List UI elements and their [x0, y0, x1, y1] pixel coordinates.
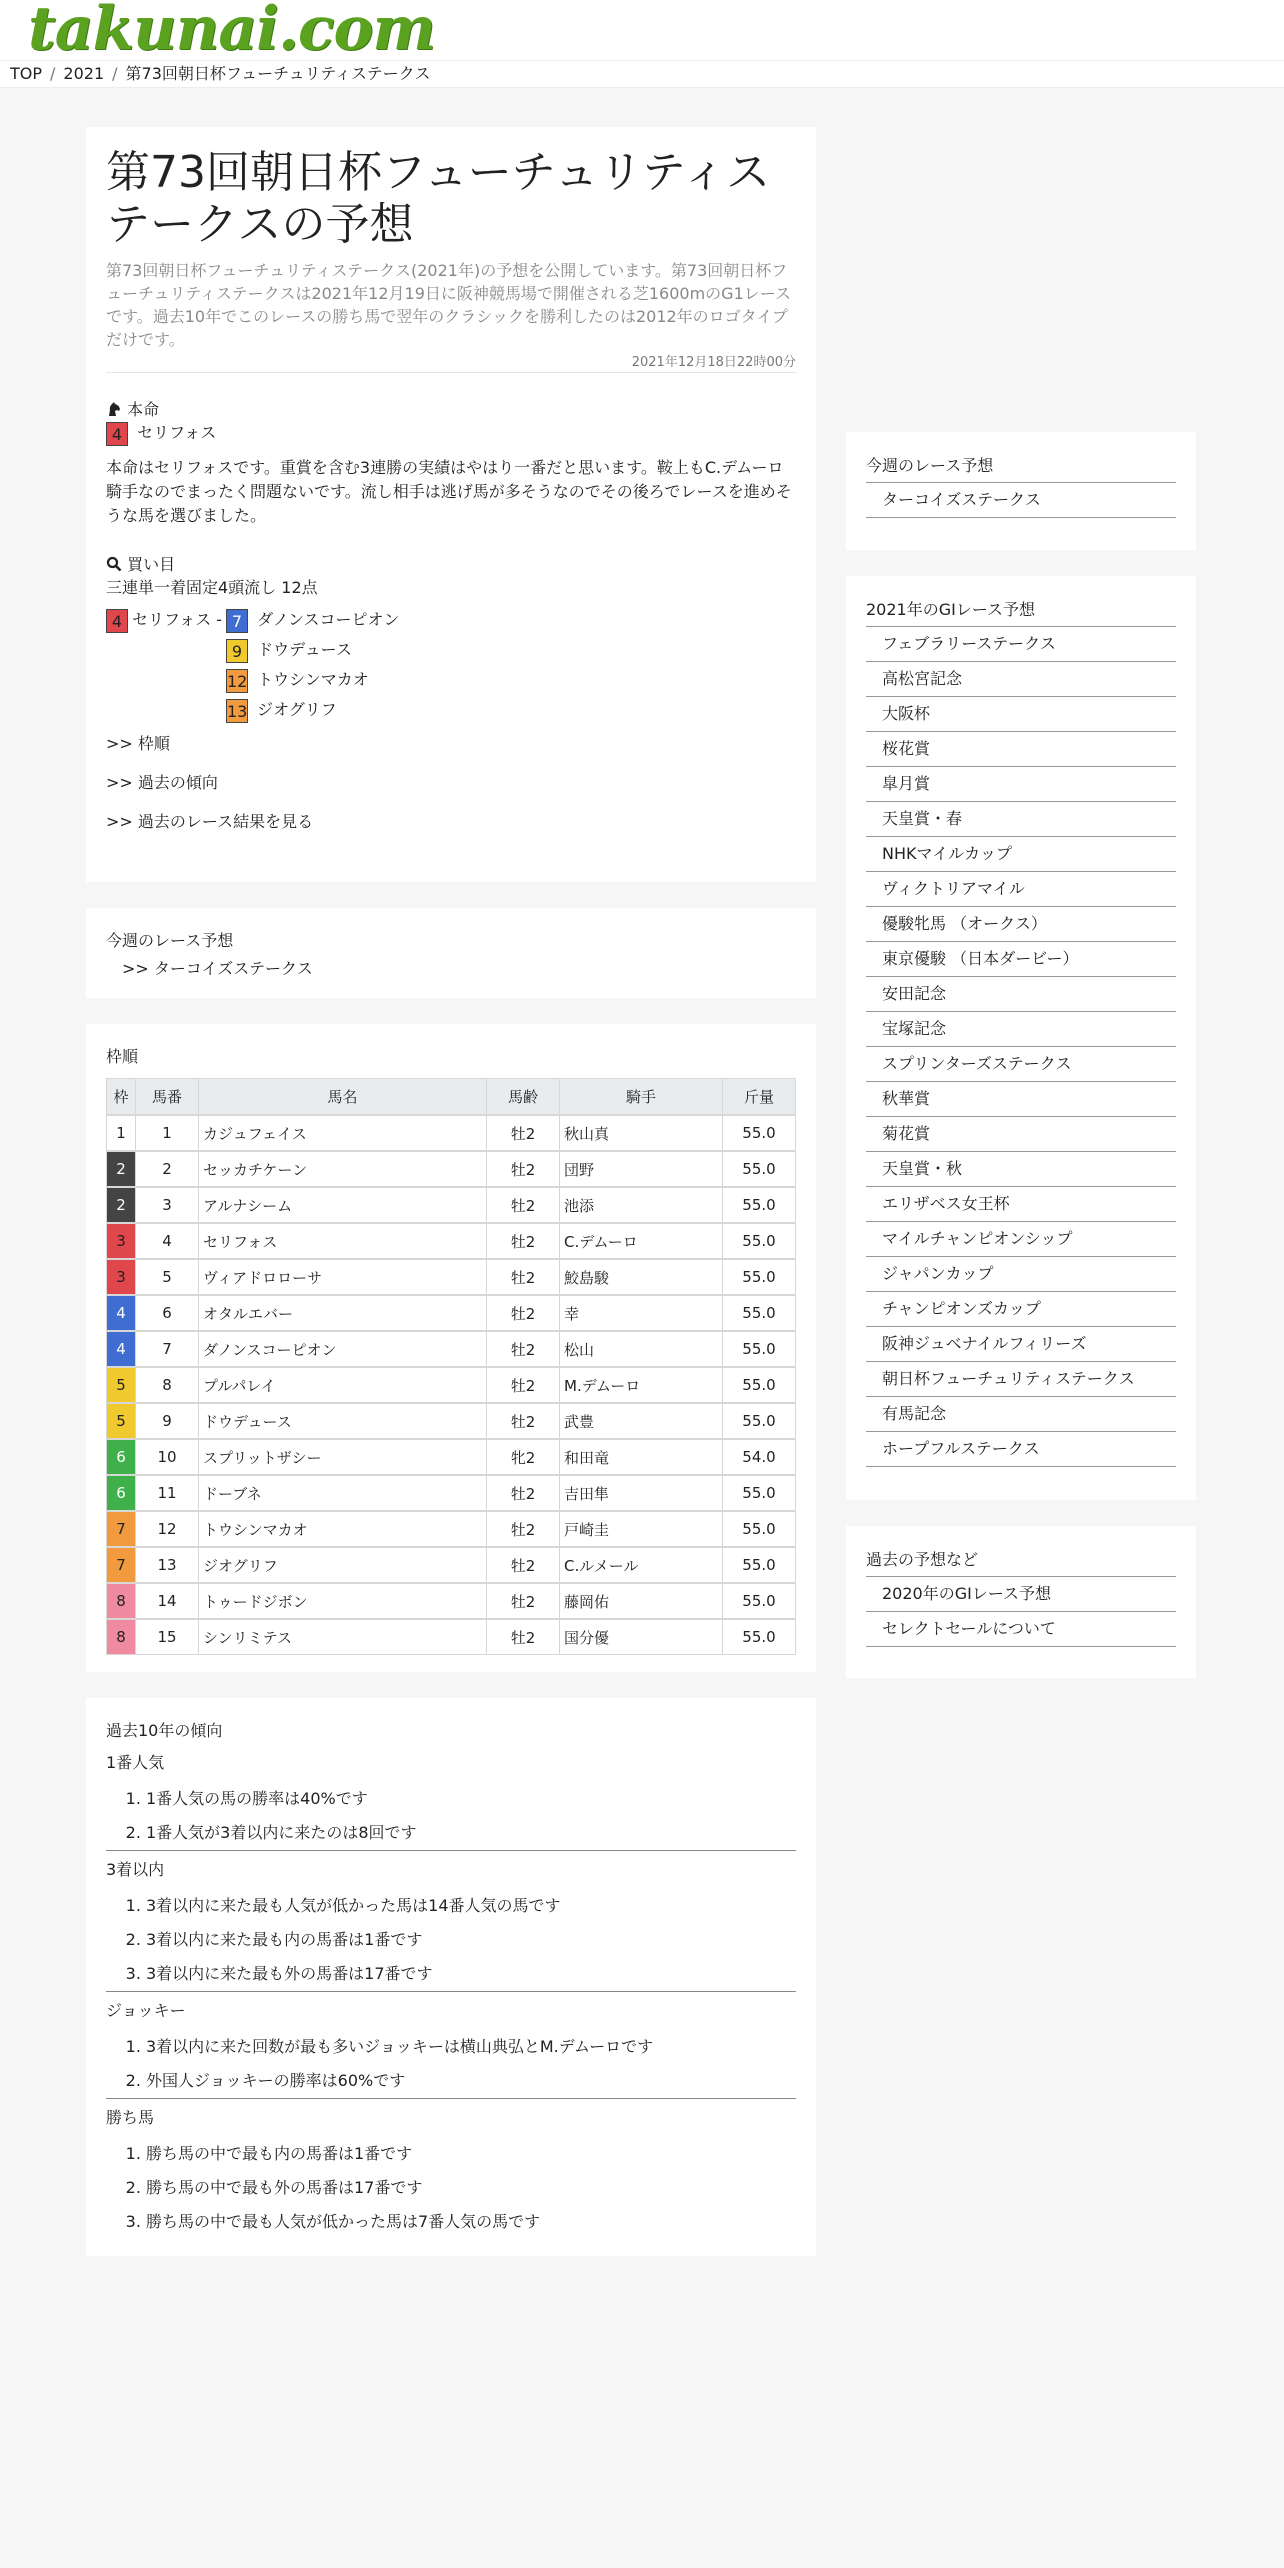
- table-row: [107, 1331, 796, 1367]
- entry-age: 牡2: [487, 1151, 560, 1187]
- sidebar-past-heading: 過去の予想など: [866, 1544, 1176, 1577]
- entry-jockey: 池添: [560, 1187, 723, 1223]
- table-row: [107, 1547, 796, 1583]
- entry-jockey: 松山: [560, 1331, 723, 1367]
- honmei-horse-name: セリフォス: [137, 423, 217, 442]
- entry-waku: 2: [107, 1187, 136, 1223]
- table-row: [107, 1223, 796, 1259]
- publish-date: 2021年12月18日22時00分: [106, 351, 796, 373]
- kaime-item-name: ダノンスコーピオン: [257, 610, 400, 629]
- kaime-item-name: ジオグリフ: [257, 700, 337, 719]
- entry-age: 牡2: [487, 1295, 560, 1331]
- entry-jockey: 武豊: [560, 1403, 723, 1439]
- entry-age: 牡2: [487, 1583, 560, 1619]
- entry-jockey: 秋山真: [560, 1115, 723, 1151]
- sidebar-g1-item[interactable]: 阪神ジュベナイルフィリーズ: [866, 1327, 1176, 1362]
- kaime-item-waku: 13: [226, 699, 248, 723]
- table-row: [107, 1115, 796, 1151]
- entry-weight: 55.0: [723, 1475, 796, 1511]
- trend-section-title: 1番人気: [106, 1753, 165, 1772]
- entry-age: 牡2: [487, 1367, 560, 1403]
- table-header-row: [107, 1079, 796, 1116]
- trend-section-title: 勝ち馬: [106, 2108, 155, 2127]
- sidebar-weekly-heading: 今週のレース予想: [866, 450, 1176, 483]
- sidebar-weekly-item[interactable]: ターコイズステークス: [866, 483, 1176, 518]
- kaime-others: [226, 605, 400, 725]
- entry-age: 牡2: [487, 1259, 560, 1295]
- link-entries[interactable]: >> 枠順: [106, 734, 170, 753]
- entry-age: 牡2: [487, 1331, 560, 1367]
- entry-age: 牝2: [487, 1439, 560, 1475]
- sidebar-g1-item[interactable]: 東京優駿 （日本ダービー）: [866, 942, 1176, 977]
- entry-horse-name: ドーブネ: [199, 1475, 487, 1511]
- kaime-description: 三連単一着固定4頭流し 12点: [106, 578, 318, 597]
- entry-weight: 55.0: [723, 1223, 796, 1259]
- entry-jockey: 幸: [560, 1295, 723, 1331]
- kaime-item-waku: 7: [226, 609, 248, 633]
- entry-waku: 3: [107, 1223, 136, 1259]
- entry-number: 9: [136, 1403, 199, 1439]
- list-item: 1. 3着以内に来た回数が最も多いジョッキーは横山典弘とM.デムーロです: [146, 2030, 796, 2064]
- sidebar-g1-list: [866, 627, 1176, 1467]
- search-icon: [106, 556, 122, 572]
- entry-horse-name: プルパレイ: [199, 1367, 487, 1403]
- entry-age: 牡2: [487, 1547, 560, 1583]
- entry-weight: 55.0: [723, 1259, 796, 1295]
- entry-waku: 7: [107, 1511, 136, 1547]
- entry-number: 12: [136, 1511, 199, 1547]
- trends-heading: 過去10年の傾向: [106, 1721, 223, 1740]
- col-name: 馬名: [199, 1079, 487, 1116]
- list-item: 3. 3着以内に来た最も外の馬番は17番です: [146, 1957, 796, 1991]
- entry-horse-name: ヴィアドロローサ: [199, 1259, 487, 1295]
- list-item: 2. 1番人気が3着以内に来たのは8回です: [146, 1816, 796, 1850]
- sidebar-g1-item[interactable]: ジャパンカップ: [866, 1257, 1176, 1292]
- entry-waku: 7: [107, 1547, 136, 1583]
- entries-heading: 枠順: [106, 1047, 139, 1066]
- entry-horse-name: カジュフェイス: [199, 1115, 487, 1151]
- table-row: [107, 1295, 796, 1331]
- breadcrumb: [0, 61, 1284, 88]
- entry-weight: 54.0: [723, 1439, 796, 1475]
- weekly-link-turquoise[interactable]: >> ターコイズステークス: [122, 959, 313, 978]
- entry-waku: 4: [107, 1331, 136, 1367]
- sidebar-g1-item[interactable]: 天皇賞・秋: [866, 1152, 1176, 1187]
- link-trends[interactable]: >> 過去の傾向: [106, 773, 218, 792]
- entry-waku: 6: [107, 1475, 136, 1511]
- kaime-item: [226, 605, 400, 635]
- weekly-heading: 今週のレース予想: [106, 931, 234, 950]
- col-waku: 枠: [107, 1079, 136, 1116]
- entry-weight: 55.0: [723, 1187, 796, 1223]
- entry-horse-name: アルナシーム: [199, 1187, 487, 1223]
- sidebar-g1-item[interactable]: 宝塚記念: [866, 1012, 1176, 1047]
- entry-horse-name: トゥードジボン: [199, 1583, 487, 1619]
- breadcrumb-current: 第73回朝日杯フューチュリティステークス: [125, 64, 431, 83]
- trend-section-title: ジョッキー: [106, 2001, 186, 2020]
- entry-number: 5: [136, 1259, 199, 1295]
- entry-age: 牡2: [487, 1115, 560, 1151]
- entry-weight: 55.0: [723, 1331, 796, 1367]
- entry-horse-name: ジオグリフ: [199, 1547, 487, 1583]
- entry-waku: 5: [107, 1403, 136, 1439]
- entry-waku: 4: [107, 1295, 136, 1331]
- sidebar-g1-item[interactable]: チャンピオンズカップ: [866, 1292, 1176, 1327]
- kaime-item: [226, 695, 400, 725]
- entry-horse-name: セリフォス: [199, 1223, 487, 1259]
- entry-number: 15: [136, 1619, 199, 1655]
- entry-number: 7: [136, 1331, 199, 1367]
- sidebar-past: [846, 1526, 1196, 1678]
- entry-waku: 2: [107, 1151, 136, 1187]
- list-item: 2. 3着以内に来た最も内の馬番は1番です: [146, 1923, 796, 1957]
- kaime-item-waku: 9: [226, 639, 248, 663]
- entry-waku: 6: [107, 1439, 136, 1475]
- kaime-separator: -: [216, 610, 223, 629]
- sidebar-g1-item[interactable]: 天皇賞・春: [866, 802, 1176, 837]
- sidebar-g1-item[interactable]: 皐月賞: [866, 767, 1176, 802]
- sidebar-g1-item[interactable]: 桜花賞: [866, 732, 1176, 767]
- sidebar-g1-item[interactable]: 大阪杯: [866, 697, 1176, 732]
- sidebar-past-item[interactable]: セレクトセールについて: [866, 1612, 1176, 1647]
- entry-weight: 55.0: [723, 1583, 796, 1619]
- entries-card: [86, 1024, 816, 1672]
- sidebar-g1-item[interactable]: エリザベス女王杯: [866, 1187, 1176, 1222]
- trend-section: [106, 1750, 796, 1851]
- entry-jockey: 鮫島駿: [560, 1259, 723, 1295]
- sidebar-g1-item[interactable]: フェブラリーステークス: [866, 627, 1176, 662]
- kaime-first: [106, 605, 222, 635]
- entry-waku: 8: [107, 1619, 136, 1655]
- table-row: [107, 1439, 796, 1475]
- kaime-heading: [106, 552, 796, 575]
- entry-number: 13: [136, 1547, 199, 1583]
- entry-age: 牡2: [487, 1511, 560, 1547]
- entry-jockey: M.デムーロ: [560, 1367, 723, 1403]
- sidebar-g1-item[interactable]: ヴィクトリアマイル: [866, 872, 1176, 907]
- entry-number: 14: [136, 1583, 199, 1619]
- kaime-item-name: ドウデュース: [257, 640, 352, 659]
- sidebar-g1-item[interactable]: ホープフルステークス: [866, 1432, 1176, 1467]
- kaime-item: [226, 635, 400, 665]
- trend-section: [106, 2105, 796, 2239]
- breadcrumb-year[interactable]: 2021: [63, 64, 105, 83]
- trend-sections: [106, 1750, 796, 2239]
- table-row: [107, 1511, 796, 1547]
- table-row: [107, 1367, 796, 1403]
- page-title: 第73回朝日杯フューチュリティステークスの予想: [106, 147, 771, 250]
- entry-number: 4: [136, 1223, 199, 1259]
- entry-horse-name: オタルエバー: [199, 1295, 487, 1331]
- site-header: [0, 0, 1284, 64]
- entry-jockey: 吉田隼: [560, 1475, 723, 1511]
- entry-weight: 55.0: [723, 1619, 796, 1655]
- entry-waku: 5: [107, 1367, 136, 1403]
- entry-weight: 55.0: [723, 1547, 796, 1583]
- breadcrumb-top[interactable]: TOP: [10, 64, 43, 83]
- sidebar-past-list: [866, 1577, 1176, 1647]
- honmei-waku-badge: 4: [106, 422, 128, 446]
- entry-jockey: 藤岡佑: [560, 1583, 723, 1619]
- sidebar-weekly: [846, 432, 1196, 550]
- entry-number: 6: [136, 1295, 199, 1331]
- sidebar-g1-item[interactable]: スプリンターズステークス: [866, 1047, 1176, 1082]
- sidebar-g1-item[interactable]: 朝日杯フューチュリティステークス: [866, 1362, 1176, 1397]
- list-item: 1. 3着以内に来た最も人気が低かった馬は14番人気の馬です: [146, 1889, 796, 1923]
- sidebar-g1-item[interactable]: 安田記念: [866, 977, 1176, 1012]
- table-row: [107, 1259, 796, 1295]
- entry-jockey: C.デムーロ: [560, 1223, 723, 1259]
- entry-waku: 8: [107, 1583, 136, 1619]
- entry-number: 8: [136, 1367, 199, 1403]
- sidebar-g1-item[interactable]: 菊花賞: [866, 1117, 1176, 1152]
- sidebar-g1-item[interactable]: 高松宮記念: [866, 662, 1176, 697]
- entry-age: 牡2: [487, 1187, 560, 1223]
- entry-age: 牡2: [487, 1403, 560, 1439]
- entry-weight: 55.0: [723, 1511, 796, 1547]
- entries-table: [106, 1078, 796, 1655]
- breadcrumb-separator: /: [112, 64, 118, 83]
- entry-weight: 55.0: [723, 1295, 796, 1331]
- list-item: 2. 勝ち馬の中で最も外の馬番は17番です: [146, 2171, 796, 2205]
- trend-list: [106, 2137, 796, 2239]
- sidebar-g1-item[interactable]: 有馬記念: [866, 1397, 1176, 1432]
- kaime-item-name: トウシンマカオ: [257, 670, 369, 689]
- trend-section-title: 3着以内: [106, 1860, 165, 1879]
- entry-weight: 55.0: [723, 1403, 796, 1439]
- entry-number: 2: [136, 1151, 199, 1187]
- weekly-card: [86, 908, 816, 998]
- entry-horse-name: ダノンスコーピオン: [199, 1331, 487, 1367]
- kaime-item-waku: 12: [226, 669, 248, 693]
- kaime-first-waku: 4: [106, 609, 128, 633]
- table-row: [107, 1187, 796, 1223]
- table-row: [107, 1475, 796, 1511]
- trend-list: [106, 1889, 796, 1991]
- entry-horse-name: シンリミテス: [199, 1619, 487, 1655]
- honmei-heading: [106, 397, 796, 420]
- trend-list: [106, 1782, 796, 1850]
- sidebar-past-item[interactable]: 2020年のGⅠレース予想: [866, 1577, 1176, 1612]
- col-weight: 斤量: [723, 1079, 796, 1116]
- entry-number: 3: [136, 1187, 199, 1223]
- sidebar-weekly-list: [866, 483, 1176, 518]
- entry-waku: 3: [107, 1259, 136, 1295]
- sidebar-g1-item[interactable]: NHKマイルカップ: [866, 837, 1176, 872]
- trend-section: [106, 1998, 796, 2099]
- entry-jockey: 団野: [560, 1151, 723, 1187]
- entry-weight: 55.0: [723, 1115, 796, 1151]
- entries-body: [107, 1115, 796, 1655]
- honmei-label: 本命: [127, 400, 160, 419]
- sidebar-g1: [846, 576, 1196, 1500]
- kaime-first-name: セリフォス: [132, 610, 212, 629]
- entry-age: 牡2: [487, 1223, 560, 1259]
- list-item: 3. 勝ち馬の中で最も人気が低かった馬は7番人気の馬です: [146, 2205, 796, 2239]
- sidebar-g1-item[interactable]: 優駿牝馬 （オークス）: [866, 907, 1176, 942]
- entry-number: 10: [136, 1439, 199, 1475]
- entry-jockey: C.ルメール: [560, 1547, 723, 1583]
- entry-horse-name: セッカチケーン: [199, 1151, 487, 1187]
- entry-horse-name: ドウデュース: [199, 1403, 487, 1439]
- trend-list: [106, 2030, 796, 2098]
- list-item: 1. 1番人気の馬の勝率は40%です: [146, 1782, 796, 1816]
- kaime-label: 買い目: [127, 555, 176, 574]
- trends-card: [86, 1698, 816, 2256]
- sidebar-g1-item[interactable]: マイルチャンピオンシップ: [866, 1222, 1176, 1257]
- sidebar-g1-item[interactable]: 秋華賞: [866, 1082, 1176, 1117]
- kaime-list: [106, 605, 796, 725]
- entry-weight: 55.0: [723, 1367, 796, 1403]
- horse-icon: [106, 401, 122, 417]
- link-past-results[interactable]: >> 過去のレース結果を見る: [106, 812, 314, 831]
- sidebar-g1-heading: 2021年のGⅠレース予想: [866, 594, 1176, 627]
- col-jockey: 騎手: [560, 1079, 723, 1116]
- article-lead: 第73回朝日杯フューチュリティステークス(2021年)の予想を公開しています。第73回朝日杯フューチュリティステークスは2021年12月19日に阪神競馬場で開催される芝1600mのG1レースです。過去10年でこのレースの勝ち馬で翌年のクラシックを勝利したのは2012年のロゴタイプだけです。: [106, 261, 791, 349]
- list-item: 2. 外国人ジョッキーの勝率は60%です: [146, 2064, 796, 2098]
- table-row: [107, 1403, 796, 1439]
- table-row: [107, 1583, 796, 1619]
- entry-age: 牡2: [487, 1619, 560, 1655]
- entry-weight: 55.0: [723, 1151, 796, 1187]
- col-age: 馬齢: [487, 1079, 560, 1116]
- trend-section: [106, 1857, 796, 1992]
- entry-jockey: 国分優: [560, 1619, 723, 1655]
- honmei-horse: [106, 420, 796, 446]
- col-number: 馬番: [136, 1079, 199, 1116]
- entry-horse-name: トウシンマカオ: [199, 1511, 487, 1547]
- entry-age: 牡2: [487, 1475, 560, 1511]
- entry-jockey: 戸崎圭: [560, 1511, 723, 1547]
- entry-horse-name: スプリットザシー: [199, 1439, 487, 1475]
- honmei-comment: 本命はセリフォスです。重賞を含む3連勝の実績はやはり一番だと思います。鞍上もC.デムーロ騎手なのでまったく問題ないです。流し相手は逃げ馬が多そうなのでその後ろでレースを進めそうな馬を選びました。: [106, 458, 792, 525]
- site-logo[interactable]: takunai.com: [28, 0, 436, 64]
- entry-number: 1: [136, 1115, 199, 1151]
- list-item: 1. 勝ち馬の中で最も内の馬番は1番です: [146, 2137, 796, 2171]
- entry-jockey: 和田竜: [560, 1439, 723, 1475]
- entry-waku: 1: [107, 1115, 136, 1151]
- table-row: [107, 1619, 796, 1655]
- kaime-item: [226, 665, 400, 695]
- entry-number: 11: [136, 1475, 199, 1511]
- prediction-card: [86, 127, 816, 882]
- table-row: [107, 1151, 796, 1187]
- breadcrumb-separator: /: [50, 64, 56, 83]
